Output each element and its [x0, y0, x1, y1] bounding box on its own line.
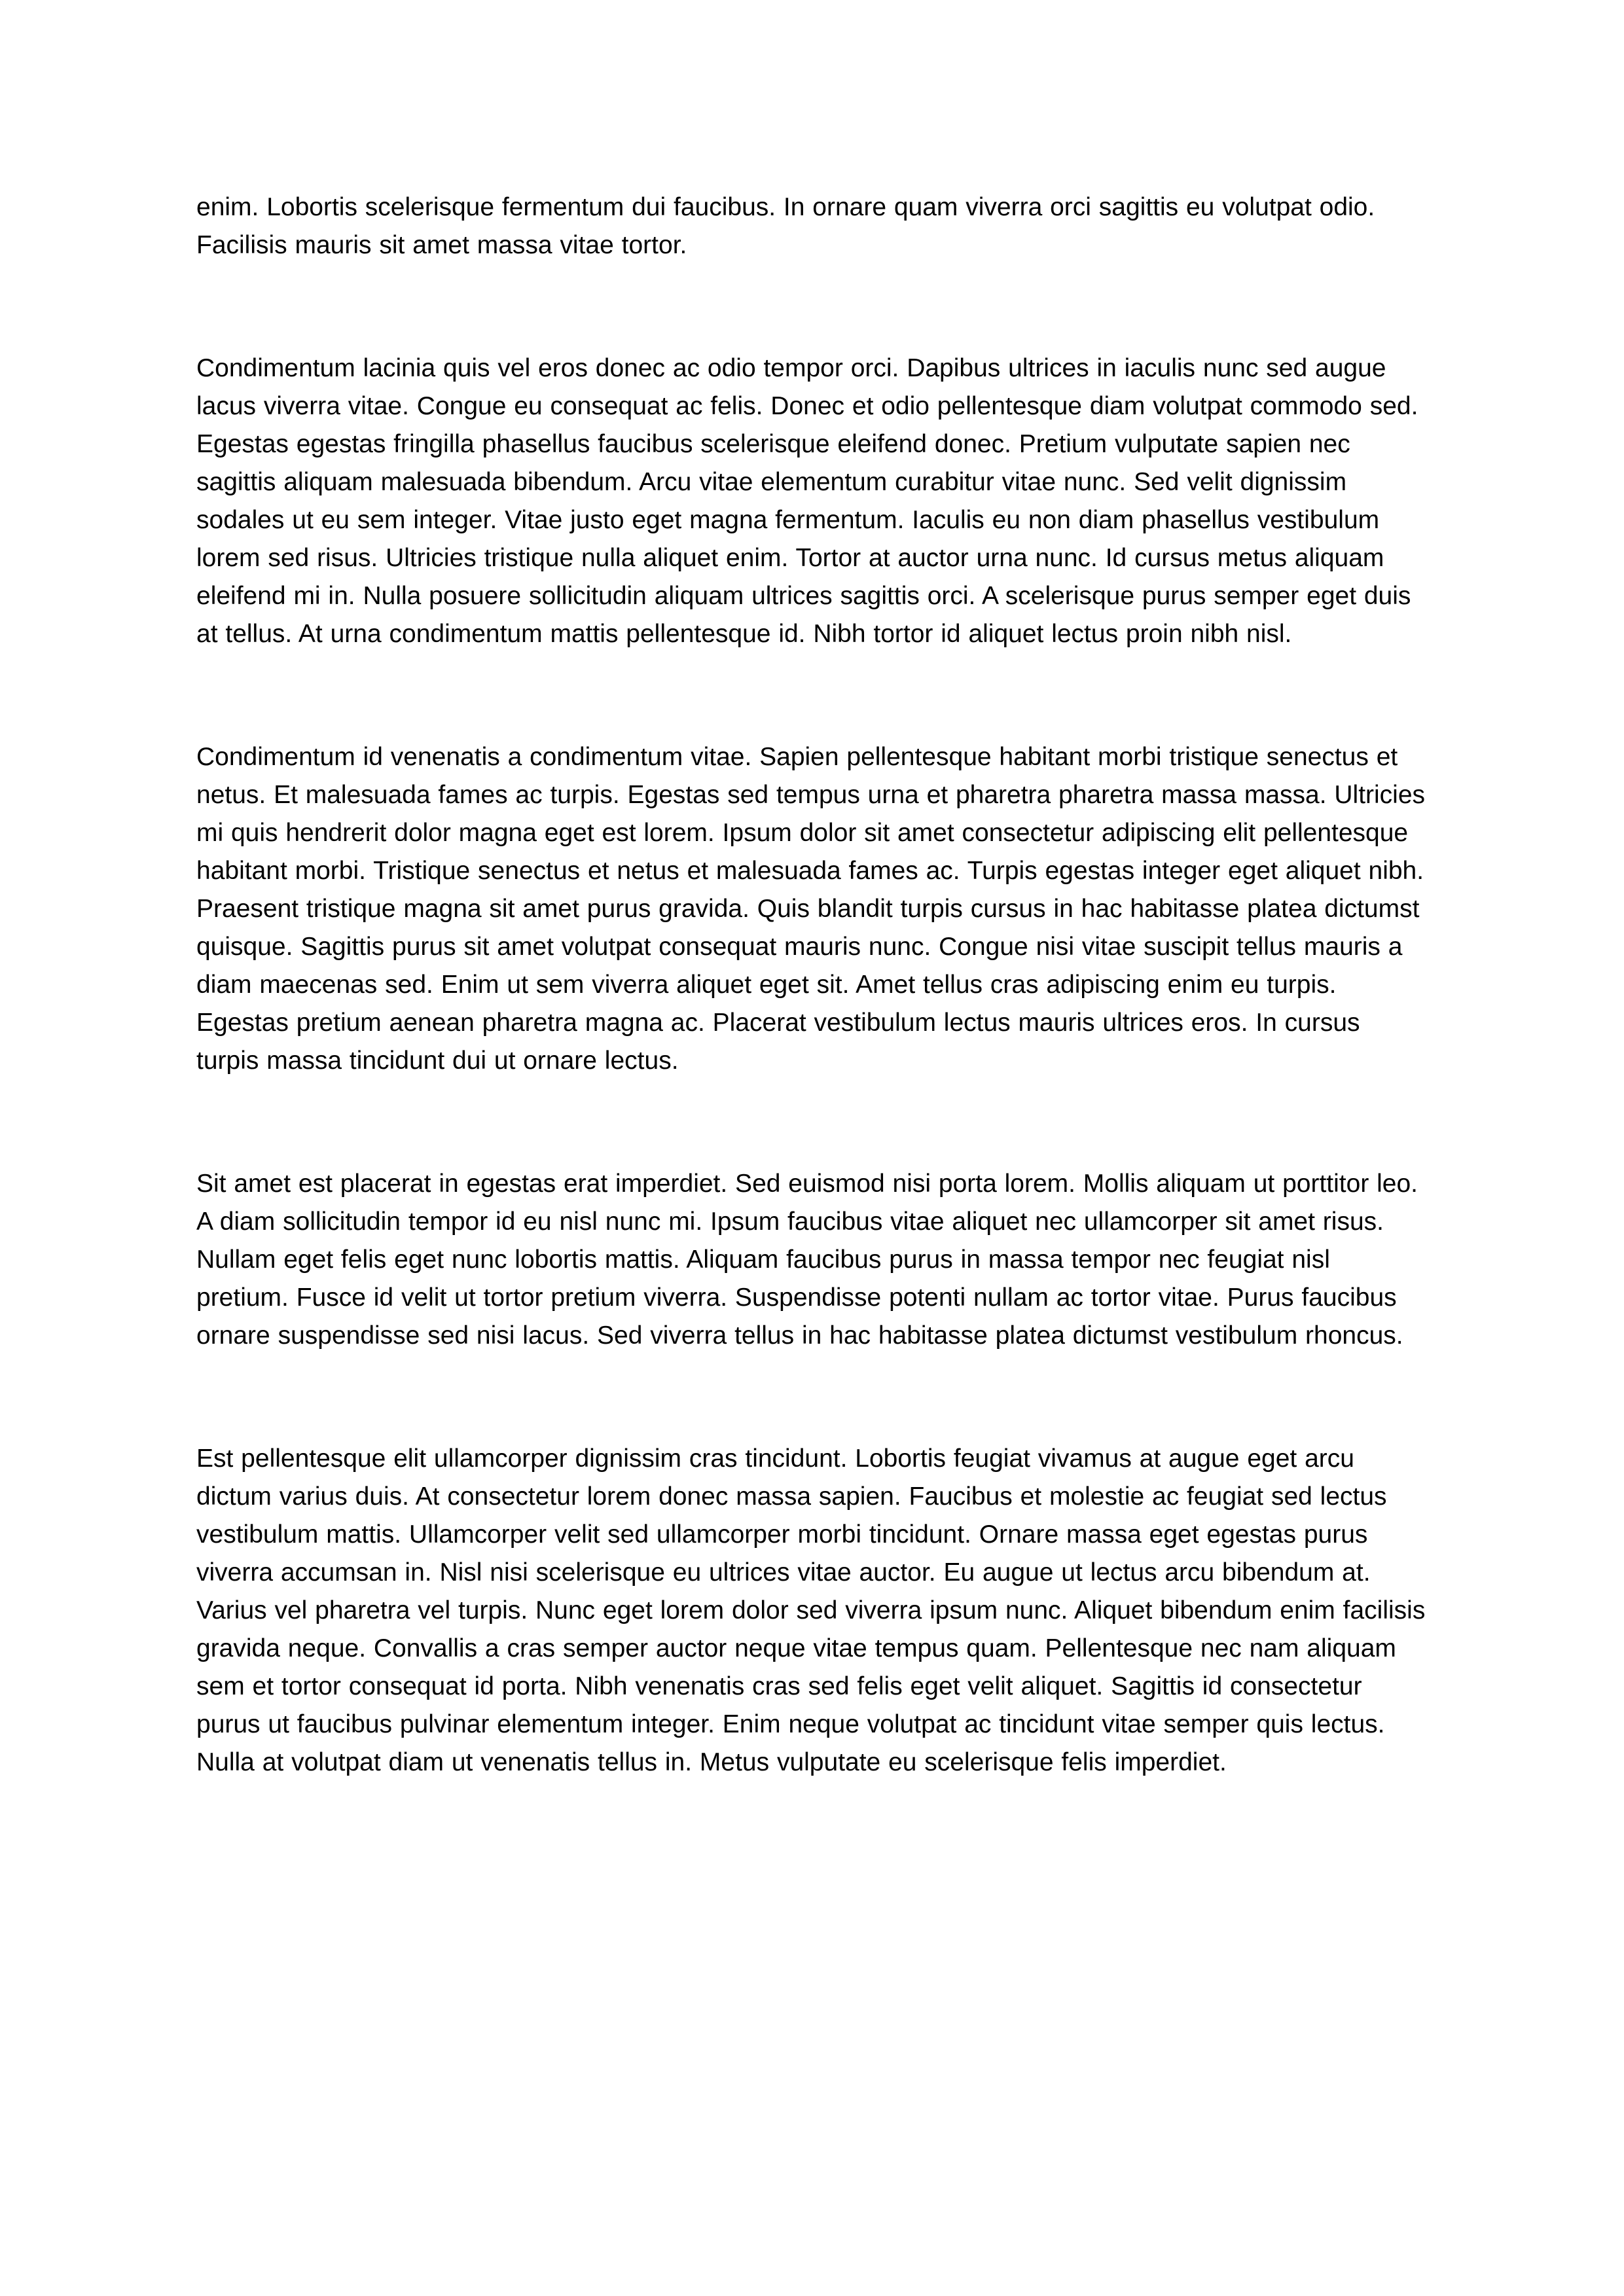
paragraph-2: Condimentum lacinia quis vel eros donec ac odio tempor orci. Dapibus ultrices in iaculis nunc sed augue lacus viverra vitae. Congue eu consequat ac felis. Donec et odio pellentesque diam volutpat commodo sed. Egestas egestas fringilla phasellus faucibus scelerisque eleifend donec. Pretium vulputate sapien nec sagittis aliquam malesuada bibendum. Arcu vitae elementum curabitur vitae nunc. Sed velit dignissim sodales ut eu sem integer. Vitae justo eget magna fermentum. Iaculis eu non diam phasellus vestibulum lorem sed risus. Ultricies tristique nulla aliquet enim. Tortor at auctor urna nunc. Id cursus metus aliquam eleifend mi in. Nulla posuere sollicitudin aliquam ultrices sagittis orci. A scelerisque purus semper eget duis at tellus. At urna condimentum mattis pellentesque id. Nibh tortor id aliquet lectus proin nibh nisl. [196, 354, 1418, 648]
document-body-text [196, 188, 1428, 1782]
paragraph-4: Sit amet est placerat in egestas erat imperdiet. Sed euismod nisi porta lorem. Mollis aliquam ut porttitor leo. A diam sollicitudin tempor id eu nisl nunc mi. Ipsum faucibus vitae aliquet nec ullamcorper sit amet risus. Nullam eget felis eget nunc lobortis mattis. Aliquam faucibus purus in massa tempor nec feugiat nisl pretium. Fusce id velit ut tortor pretium viverra. Suspendisse potenti nullam ac tortor vitae. Purus faucibus ornare suspendisse sed nisi lacus. Sed viverra tellus in hac habitasse platea dictumst vestibulum rhoncus. [196, 1170, 1418, 1350]
paragraph-1: enim. Lobortis scelerisque fermentum dui faucibus. In ornare quam viverra orci sagittis eu volutpat odio. Facilisis mauris sit amet massa vitae tortor. [196, 193, 1375, 259]
paragraph-3: Condimentum id venenatis a condimentum vitae. Sapien pellentesque habitant morbi tristique senectus et netus. Et malesuada fames ac turpis. Egestas sed tempus urna et pharetra pharetra massa massa. Ultricies mi quis hendrerit dolor magna eget est lorem. Ipsum dolor sit amet consectetur adipiscing elit pellentesque habitant morbi. Tristique senectus et netus et malesuada fames ac. Turpis egestas integer eget aliquet nibh. Praesent tristique magna sit amet purus gravida. Quis blandit turpis cursus in hac habitasse platea dictumst quisque. Sagittis purus sit amet volutpat consequat mauris nunc. Congue nisi vitae suscipit tellus mauris a diam maecenas sed. Enim ut sem viverra aliquet eget sit. Amet tellus cras adipiscing enim eu turpis. Egestas pretium aenean pharetra magna ac. Placerat vestibulum lectus mauris ultrices eros. In cursus turpis massa tincidunt dui ut ornare lectus. [196, 743, 1426, 1075]
paragraph-5: Est pellentesque elit ullamcorper dignissim cras tincidunt. Lobortis feugiat vivamus at augue eget arcu dictum varius duis. At consectetur lorem donec massa sapien. Faucibus et molestie ac feugiat sed lectus vestibulum mattis. Ullamcorper velit sed ullamcorper morbi tincidunt. Ornare massa eget egestas purus viverra accumsan in. Nisl nisi scelerisque eu ultrices vitae auctor. Eu augue ut lectus arcu bibendum at. Varius vel pharetra vel turpis. Nunc eget lorem dolor sed viverra ipsum nunc. Aliquet bibendum enim facilisis gravida neque. Convallis a cras semper auctor neque vitae tempus quam. Pellentesque nec nam aliquam sem et tortor consequat id porta. Nibh venenatis cras sed felis eget velit aliquet. Sagittis id consectetur purus ut faucibus pulvinar elementum integer. Enim neque volutpat ac tincidunt vitae semper quis lectus. Nulla at volutpat diam ut venenatis tellus in. Metus vulputate eu scelerisque felis imperdiet. [196, 1444, 1426, 1776]
